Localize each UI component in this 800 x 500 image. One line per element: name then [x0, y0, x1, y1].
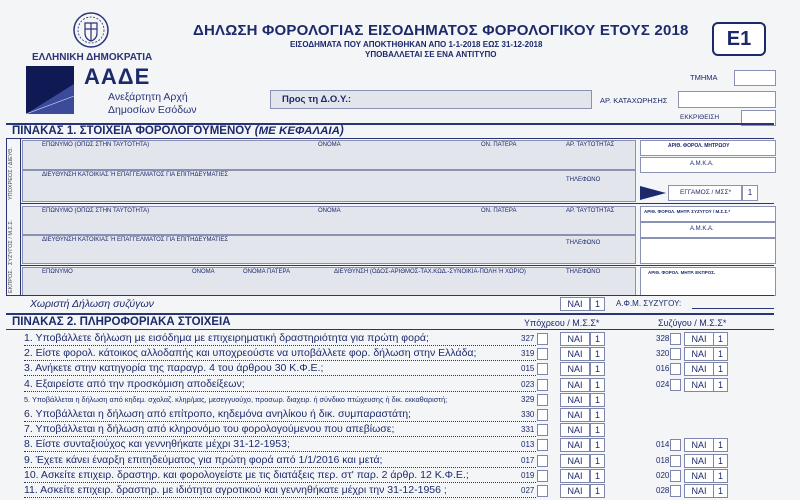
republic-label: ΕΛΛΗΝΙΚΗ ΔΗΜΟΚΡΑΤΙΑ [32, 52, 153, 63]
taxpayer-code: 015 [521, 364, 535, 373]
taxpayer-code: 019 [521, 471, 535, 480]
spouse-one[interactable]: 1 [713, 378, 728, 392]
spouse-code: 328 [656, 334, 670, 343]
question-leader-line [24, 421, 536, 422]
taxpayer-code: 330 [521, 410, 535, 419]
registration-number-field[interactable] [678, 91, 776, 108]
eggamos-value[interactable] [742, 185, 758, 201]
question-label: 6. Υποβάλλεται η δήλωση από επίτροπο, κηδεμόνα ανηλίκου ή δικ. συμπαραστάτη; [24, 408, 411, 420]
spouse-one[interactable]: 1 [713, 469, 728, 483]
spouse-checkbox[interactable] [670, 379, 681, 391]
side-label-taxpayer: ΥΠΟΧΡΕΟΣ / ΔΙΕΥΘ. [8, 147, 14, 200]
rep-onoma-label: ΟΝΟΜΑ [192, 269, 215, 275]
spouse-checkbox[interactable] [670, 439, 681, 451]
taxpayer-checkbox[interactable] [537, 439, 548, 451]
taxpayer-checkbox[interactable] [537, 485, 548, 497]
spouse-code: 320 [656, 349, 670, 358]
spouse-nai[interactable]: ΝΑΙ [684, 347, 714, 361]
spouse-checkbox[interactable] [670, 363, 681, 375]
question-label: 8. Είστε συνταξιούχος και γεννηθήκατε μέχρι 31-12-1953; [24, 438, 290, 450]
spouse-extra-field[interactable] [640, 238, 776, 264]
separate-declaration-nai[interactable]: ΝΑΙ [560, 297, 590, 311]
spouse-checkbox[interactable] [670, 470, 681, 482]
taxpayer-code: 327 [521, 334, 535, 343]
question-leader-line [24, 360, 536, 361]
taxpayer-one[interactable]: 1 [590, 484, 605, 498]
taxpayer-checkbox[interactable] [537, 333, 548, 345]
onoma-label: ΟΝΟΜΑ [318, 142, 341, 148]
agency-line1: Ανεξάρτητη Αρχή [108, 91, 188, 103]
doy-label: Προς τη Δ.Ο.Υ.: [282, 94, 352, 105]
question-label: 11. Ασκείτε επιχειρ. δραστηρ. με ιδιότητα αγροτικού και γεννηθήκατε μέχρι την 31-12-1956 ; [24, 484, 447, 496]
afm-syzygou-label: Α.Φ.Μ. ΣΥΖΥΓΟΥ: [616, 299, 682, 308]
taxpayer-code: 017 [521, 456, 535, 465]
form-title: ΔΗΛΩΣΗ ΦΟΡΟΛΟΓΙΑΣ ΕΙΣΟΔΗΜΑΤΟΣ ΦΟΡΟΛΟΓΙΚΟΥ ΕΤΟΥΣ 2018 [193, 22, 689, 39]
taxpayer-one[interactable]: 1 [590, 347, 605, 361]
taxpayer-nai[interactable]: ΝΑΙ [560, 423, 590, 437]
tilefono-label: ΤΗΛΕΦΩΝΟ [566, 177, 601, 183]
question-leader-line [24, 497, 536, 498]
question-label: 5. Υποβάλλεται η δήλωση από κηδεμ. σχολαζ. κληρ/μας, μεσεγγυούχο, προσωρ. διαχειρ. ή σύνδικο πτώχευσης ή δικ. εκκαθαριστή; [24, 395, 448, 404]
rep-afm-label: ΑΡΙΘ. ΦΟΡΟΛ. ΜΗΤΡ. ΕΚΠΡΟΣ. [648, 270, 716, 275]
taxpayer-checkbox[interactable] [537, 424, 548, 436]
taxpayer-code: 329 [521, 395, 535, 404]
form-subtitle-1: ΕΙΣΟΔΗΜΑΤΑ ΠΟΥ ΑΠΟΚΤΗΘΗΚΑΝ ΑΠΟ 1-1-2018 ΕΩΣ 31-12-2018 [290, 40, 543, 49]
spouse-afm-label: ΑΡΙΘ. ΦΟΡΟΛ. ΜΗΤΡ. ΣΥΖΥΓΟΥ / Μ.Σ.Σ.* [644, 209, 731, 214]
taxpayer-checkbox[interactable] [537, 348, 548, 360]
question-leader-line [24, 375, 536, 376]
taxpayer-one[interactable]: 1 [590, 362, 605, 376]
spouse-code: 016 [656, 364, 670, 373]
col-syzygou-label: Συζύγου / Μ.Σ.Σ* [658, 318, 727, 328]
ar-taftotitas-label: ΑΡ. ΤΑΥΤΟΤΗΤΑΣ [566, 142, 615, 148]
question-leader-line [24, 391, 536, 392]
spouse-checkbox[interactable] [670, 333, 681, 345]
question-leader-line [24, 482, 536, 483]
question-leader-line [24, 345, 536, 346]
eponymo-label: ΕΠΩΝΥΜΟ (ΟΠΩΣ ΣΤΗΝ ΤΑΥΤΟΤΗΤΑ) [42, 142, 150, 148]
taxpayer-checkbox[interactable] [537, 455, 548, 467]
taxpayer-nai[interactable]: ΝΑΙ [560, 393, 590, 407]
taxpayer-one[interactable]: 1 [590, 378, 605, 392]
taxpayer-nai[interactable]: ΝΑΙ [560, 408, 590, 422]
eggamos-value-text: 1 [747, 188, 753, 197]
question-label: 1. Υποβάλλετε δήλωση με εισόδημα με επιχειρηματική δραστηριότητα για πρώτη φορά; [24, 332, 429, 344]
rep-tilefono-label: ΤΗΛΕΦΩΝΟ [566, 269, 601, 275]
table2-title: ΠΙΝΑΚΑΣ 2. ΠΛΗΡΟΦΟΡΙΑΚΑ ΣΤΟΙΧΕΙΑ [12, 316, 231, 328]
amka-label: Α.Μ.Κ.Α. [690, 161, 714, 167]
taxpayer-code: 319 [521, 349, 535, 358]
question-label: 7. Υποβάλλεται η δήλωση από κληρονόμο του φορολογούμενου που απεβίωσε; [24, 423, 395, 435]
question-label: 2. Είστε φορολ. κάτοικος αλλοδαπής και υποχρεούστε να υποβάλλετε φορ. δήλωση στην Ελλάδα; [24, 347, 477, 359]
spouse-code: 014 [656, 440, 670, 449]
greek-emblem-icon [72, 11, 110, 49]
taxpayer-nai[interactable]: ΝΑΙ [560, 438, 590, 452]
taxpayer-one[interactable]: 1 [590, 438, 605, 452]
aade-logo-icon [26, 66, 74, 114]
taxpayer-code: 013 [521, 440, 535, 449]
form-code-label: E1 [726, 28, 752, 50]
tmima-label: ΤΜΗΜΑ [690, 73, 718, 82]
taxpayer-code: 023 [521, 380, 535, 389]
address-label: ΔΙΕΥΘΥΝΣΗ ΚΑΤΟΙΚΙΑΣ Ή ΕΠΑΓΓΕΛΜΑΤΟΣ ΓΙΑ ΕΠΙΤΗΔΕΥΜΑΤΙΕΣ [42, 172, 229, 178]
spouse-on-patera-label: ΟΝ. ΠΑΤΕΡΑ [481, 208, 517, 214]
spouse-one[interactable]: 1 [713, 332, 728, 346]
spouse-eponymo-label: ΕΠΩΝΥΜΟ (ΟΠΩΣ ΣΤΗΝ ΤΑΥΤΟΤΗΤΑ) [42, 208, 150, 214]
rep-onoma-patera-label: ΟΝΟΜΑ ΠΑΤΕΡΑ [243, 269, 291, 275]
taxpayer-one[interactable]: 1 [590, 332, 605, 346]
taxpayer-nai[interactable]: ΝΑΙ [560, 362, 590, 376]
spouse-code: 028 [656, 486, 670, 495]
spouse-tilefono-label: ΤΗΛΕΦΩΝΟ [566, 240, 601, 246]
taxpayer-nai[interactable]: ΝΑΙ [560, 378, 590, 392]
spouse-nai[interactable]: ΝΑΙ [684, 438, 714, 452]
question-leader-line [24, 436, 536, 437]
spouse-nai[interactable]: ΝΑΙ [684, 362, 714, 376]
spouse-ar-taftotitas-label: ΑΡ. ΤΑΥΤΟΤΗΤΑΣ [566, 208, 615, 214]
on-patera-label: ΟΝ. ΠΑΤΕΡΑ [481, 142, 517, 148]
taxpayer-nai[interactable]: ΝΑΙ [560, 454, 590, 468]
spouse-amka-label: Α.Μ.Κ.Α. [690, 226, 714, 232]
spouse-checkbox[interactable] [670, 485, 681, 497]
spouse-checkbox[interactable] [670, 455, 681, 467]
spouse-one[interactable]: 1 [713, 362, 728, 376]
spouse-nai[interactable]: ΝΑΙ [684, 469, 714, 483]
question-label: 9. Έχετε κάνει έναρξη επιτηδεύματος για πρώτη φορά από 1/1/2016 και μετά; [24, 454, 383, 466]
spouse-nai[interactable]: ΝΑΙ [684, 332, 714, 346]
spouse-one[interactable]: 1 [713, 347, 728, 361]
taxpayer-nai[interactable]: ΝΑΙ [560, 484, 590, 498]
spouse-address-label: ΔΙΕΥΘΥΝΣΗ ΚΑΤΟΙΚΙΑΣ Ή ΕΠΑΓΓΕΛΜΑΤΟΣ ΓΙΑ ΕΠΙΤΗΔΕΥΜΑΤΙΕΣ [42, 237, 229, 243]
taxpayer-nai[interactable]: ΝΑΙ [560, 332, 590, 346]
question-leader-line [24, 467, 536, 468]
spouse-checkbox[interactable] [670, 348, 681, 360]
table1-title-text: ΠΙΝΑΚΑΣ 1. ΣΤΟΙΧΕΙΑ ΦΟΡΟΛΟΓΟΥΜΕΝΟΥ [12, 125, 252, 137]
separate-declaration-one[interactable]: 1 [590, 297, 605, 311]
question-leader-line [24, 451, 536, 452]
question-label: 10. Ασκείτε επιχειρ. δραστηρ. και φορολογείστε με τις διατάξεις περ. στ' παρ. 2 άρθρ. 12 Κ.Φ.Ε.; [24, 469, 469, 481]
spouse-one[interactable]: 1 [713, 438, 728, 452]
taxpayer-checkbox[interactable] [537, 394, 548, 406]
separate-declaration-label: Χωριστή Δήλωση συζύγων [30, 298, 154, 310]
registration-number-label: ΑΡ. ΚΑΤΑΧΩΡΗΣΗΣ [600, 96, 668, 105]
spouse-nai[interactable]: ΝΑΙ [684, 454, 714, 468]
table1-title [12, 125, 344, 137]
taxpayer-checkbox[interactable] [537, 409, 548, 421]
spouse-nai[interactable]: ΝΑΙ [684, 378, 714, 392]
taxpayer-one[interactable]: 1 [590, 469, 605, 483]
spouse-code: 024 [656, 380, 670, 389]
eggamos-label: ΕΓΓΑΜΟΣ / ΜΣΣ* [680, 189, 732, 196]
spouse-onoma-label: ΟΝΟΜΑ [318, 208, 341, 214]
col-ypoxreou-label: Υπόχρεου / Μ.Σ.Σ* [524, 318, 600, 328]
taxpayer-nai[interactable]: ΝΑΙ [560, 469, 590, 483]
form-subtitle-2: ΥΠΟΒΑΛΛΕΤΑΙ ΣΕ ΕΝΑ ΑΝΤΙΤΥΠΟ [365, 50, 497, 59]
taxpayer-one[interactable]: 1 [590, 393, 605, 407]
taxpayer-one[interactable]: 1 [590, 408, 605, 422]
spouse-one[interactable]: 1 [713, 454, 728, 468]
taxpayer-one[interactable]: 1 [590, 423, 605, 437]
representative-field[interactable] [22, 267, 636, 296]
spouse-nai[interactable]: ΝΑΙ [684, 484, 714, 498]
spouse-code: 020 [656, 471, 670, 480]
afm-syzygou-field[interactable] [692, 308, 774, 309]
side-label-representative: ΕΚΠΡΟΣ. [8, 268, 14, 293]
agency-short: ΑΑΔΕ [84, 64, 151, 89]
spouse-code: 018 [656, 456, 670, 465]
question-label: 4. Εξαιρείστε από την προσκόμιση αποδείξεων; [24, 378, 245, 390]
table1-title-italic: (ΜΕ ΚΕΦΑΛΑΙΑ) [254, 125, 344, 137]
afm-label: ΑΡΙΘ. ΦΟΡΟΛ. ΜΗΤΡΩΟΥ [668, 143, 730, 149]
taxpayer-checkbox[interactable] [537, 363, 548, 375]
spouse-one[interactable]: 1 [713, 484, 728, 498]
form-code-badge [712, 22, 766, 56]
side-label-spouse: ΣΥΖΥΓΟΣ / Μ.Σ.Σ. [8, 219, 14, 265]
taxpayer-checkbox[interactable] [537, 379, 548, 391]
rep-address-label: ΔΙΕΥΘΥΝΣΗ (ΟΔΟΣ-ΑΡΙΘΜΟΣ-ΤΑΧ.ΚΩΔ.-ΣΥΝΟΙΚΙΑ-ΠΟΛΗ Ή ΧΩΡΙΟ) [334, 269, 526, 275]
taxpayer-code: 331 [521, 425, 535, 434]
rep-eponymo-label: ΕΠΩΝΥΜΟ [42, 269, 73, 275]
taxpayer-checkbox[interactable] [537, 470, 548, 482]
taxpayer-one[interactable]: 1 [590, 454, 605, 468]
agency-line2: Δημοσίων Εσόδων [108, 104, 197, 116]
taxpayer-code: 027 [521, 486, 535, 495]
ekkatharisi-label: ΕΚΚΡΙΘΕΙΣΗ [680, 114, 720, 121]
question-label: 3. Ανήκετε στην κατηγορία της παραγρ. 4 του άρθρου 30 Κ.Φ.Ε.; [24, 362, 324, 374]
taxpayer-nai[interactable]: ΝΑΙ [560, 347, 590, 361]
tmima-field[interactable] [734, 70, 776, 86]
